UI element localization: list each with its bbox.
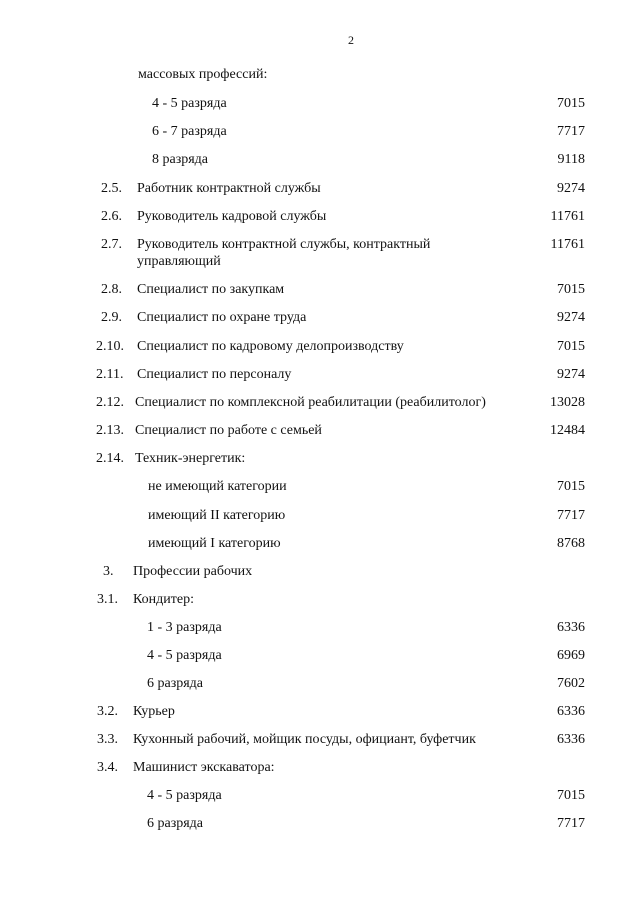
row-label: Кондитер:	[133, 592, 194, 607]
row-label: имеющий II категорию	[148, 508, 286, 523]
row-number: 3.4.	[97, 760, 118, 775]
list-item	[0, 647, 640, 667]
list-item	[0, 675, 640, 695]
list-item	[0, 759, 640, 779]
row-number: 2.10.	[96, 339, 124, 354]
row-value: 11761	[550, 209, 585, 224]
row-value: 7015	[557, 96, 585, 111]
row-label: Машинист экскаватора:	[133, 760, 275, 775]
row-label: Специалист по работе с семьей	[135, 423, 322, 438]
row-number: 2.12.	[96, 395, 124, 410]
row-value: 6336	[557, 704, 585, 719]
row-label: 6 - 7 разряда	[152, 124, 227, 139]
row-number: 2.13.	[96, 423, 124, 438]
row-number: 3.3.	[97, 732, 118, 747]
row-label: 4 - 5 разряда	[152, 96, 227, 111]
row-value: 6336	[557, 620, 585, 635]
row-number: 2.5.	[101, 181, 122, 196]
list-item	[0, 236, 640, 272]
row-label: Профессии рабочих	[133, 564, 253, 579]
list-item	[0, 281, 640, 301]
row-label: имеющий I категорию	[148, 536, 281, 551]
row-value: 9274	[557, 310, 585, 325]
row-value: 11761	[550, 237, 585, 252]
row-label: Специалист по закупкам	[137, 282, 285, 297]
row-value: 7717	[557, 508, 585, 523]
row-number: 2.6.	[101, 209, 122, 224]
list-item	[0, 422, 640, 442]
section-heading	[0, 563, 640, 583]
row-number: 3.2.	[97, 704, 118, 719]
row-label: 6 разряда	[147, 676, 204, 691]
row-label: 4 - 5 разряда	[147, 788, 222, 803]
row-label: 6 разряда	[147, 816, 204, 831]
list-item	[0, 731, 640, 751]
row-number: 2.9.	[101, 310, 122, 325]
page-number: 2	[348, 33, 354, 47]
row-value: 7015	[557, 282, 585, 297]
row-label: Техник-энергетик:	[135, 451, 246, 466]
row-label: Руководитель кадровой службы	[137, 209, 327, 224]
row-label: Специалист по кадровому делопроизводству	[137, 339, 404, 354]
list-item	[0, 309, 640, 329]
row-value: 8768	[557, 536, 585, 551]
list-item	[0, 450, 640, 470]
row-value: 6969	[557, 648, 585, 663]
list-item	[0, 338, 640, 358]
row-value: 7015	[557, 339, 585, 354]
row-label: массовых профессий:	[138, 67, 268, 82]
list-item	[0, 787, 640, 807]
row-label: Курьер	[133, 704, 175, 719]
row-value: 7602	[557, 676, 585, 691]
row-label: Работник контрактной службы	[137, 181, 321, 196]
list-item	[0, 208, 640, 228]
row-value: 9274	[557, 181, 585, 196]
row-value: 7717	[557, 816, 585, 831]
list-item	[0, 535, 640, 555]
list-item	[0, 151, 640, 171]
row-label: Специалист по охране труда	[137, 310, 307, 325]
row-value: 9118	[557, 152, 585, 167]
row-value: 12484	[550, 423, 585, 438]
list-item	[0, 703, 640, 723]
row-value: 7717	[557, 124, 585, 139]
row-label: Специалист по комплексной реабилитации (реабилитолог)	[135, 395, 486, 410]
list-item	[0, 815, 640, 835]
list-item	[0, 507, 640, 527]
row-label: Специалист по персоналу	[137, 367, 292, 382]
row-label: 8 разряда	[152, 152, 209, 167]
row-label: Кухонный рабочий, мойщик посуды, официант, буфетчик	[133, 732, 476, 747]
list-item	[0, 478, 640, 498]
row-label: не имеющий категории	[148, 479, 287, 494]
row-number: 3.1.	[97, 592, 118, 607]
row-value: 9274	[557, 367, 585, 382]
row-value: 7015	[557, 479, 585, 494]
list-item	[0, 591, 640, 611]
row-number: 2.14.	[96, 451, 124, 466]
row-label: 4 - 5 разряда	[147, 648, 222, 663]
list-item	[0, 180, 640, 200]
row-value: 7015	[557, 788, 585, 803]
list-item	[0, 66, 640, 86]
row-value: 6336	[557, 732, 585, 747]
list-item	[0, 123, 640, 143]
row-number: 2.11.	[96, 367, 124, 382]
row-label: 1 - 3 разряда	[147, 620, 222, 635]
list-item	[0, 95, 640, 115]
row-number: 2.7.	[101, 237, 122, 252]
list-item	[0, 394, 640, 414]
row-number: 3.	[103, 564, 114, 579]
row-value: 13028	[550, 395, 585, 410]
list-item	[0, 619, 640, 639]
row-number: 2.8.	[101, 282, 122, 297]
list-item	[0, 366, 640, 386]
row-label: Руководитель контрактной службы, контрактный управляющий	[137, 237, 431, 269]
